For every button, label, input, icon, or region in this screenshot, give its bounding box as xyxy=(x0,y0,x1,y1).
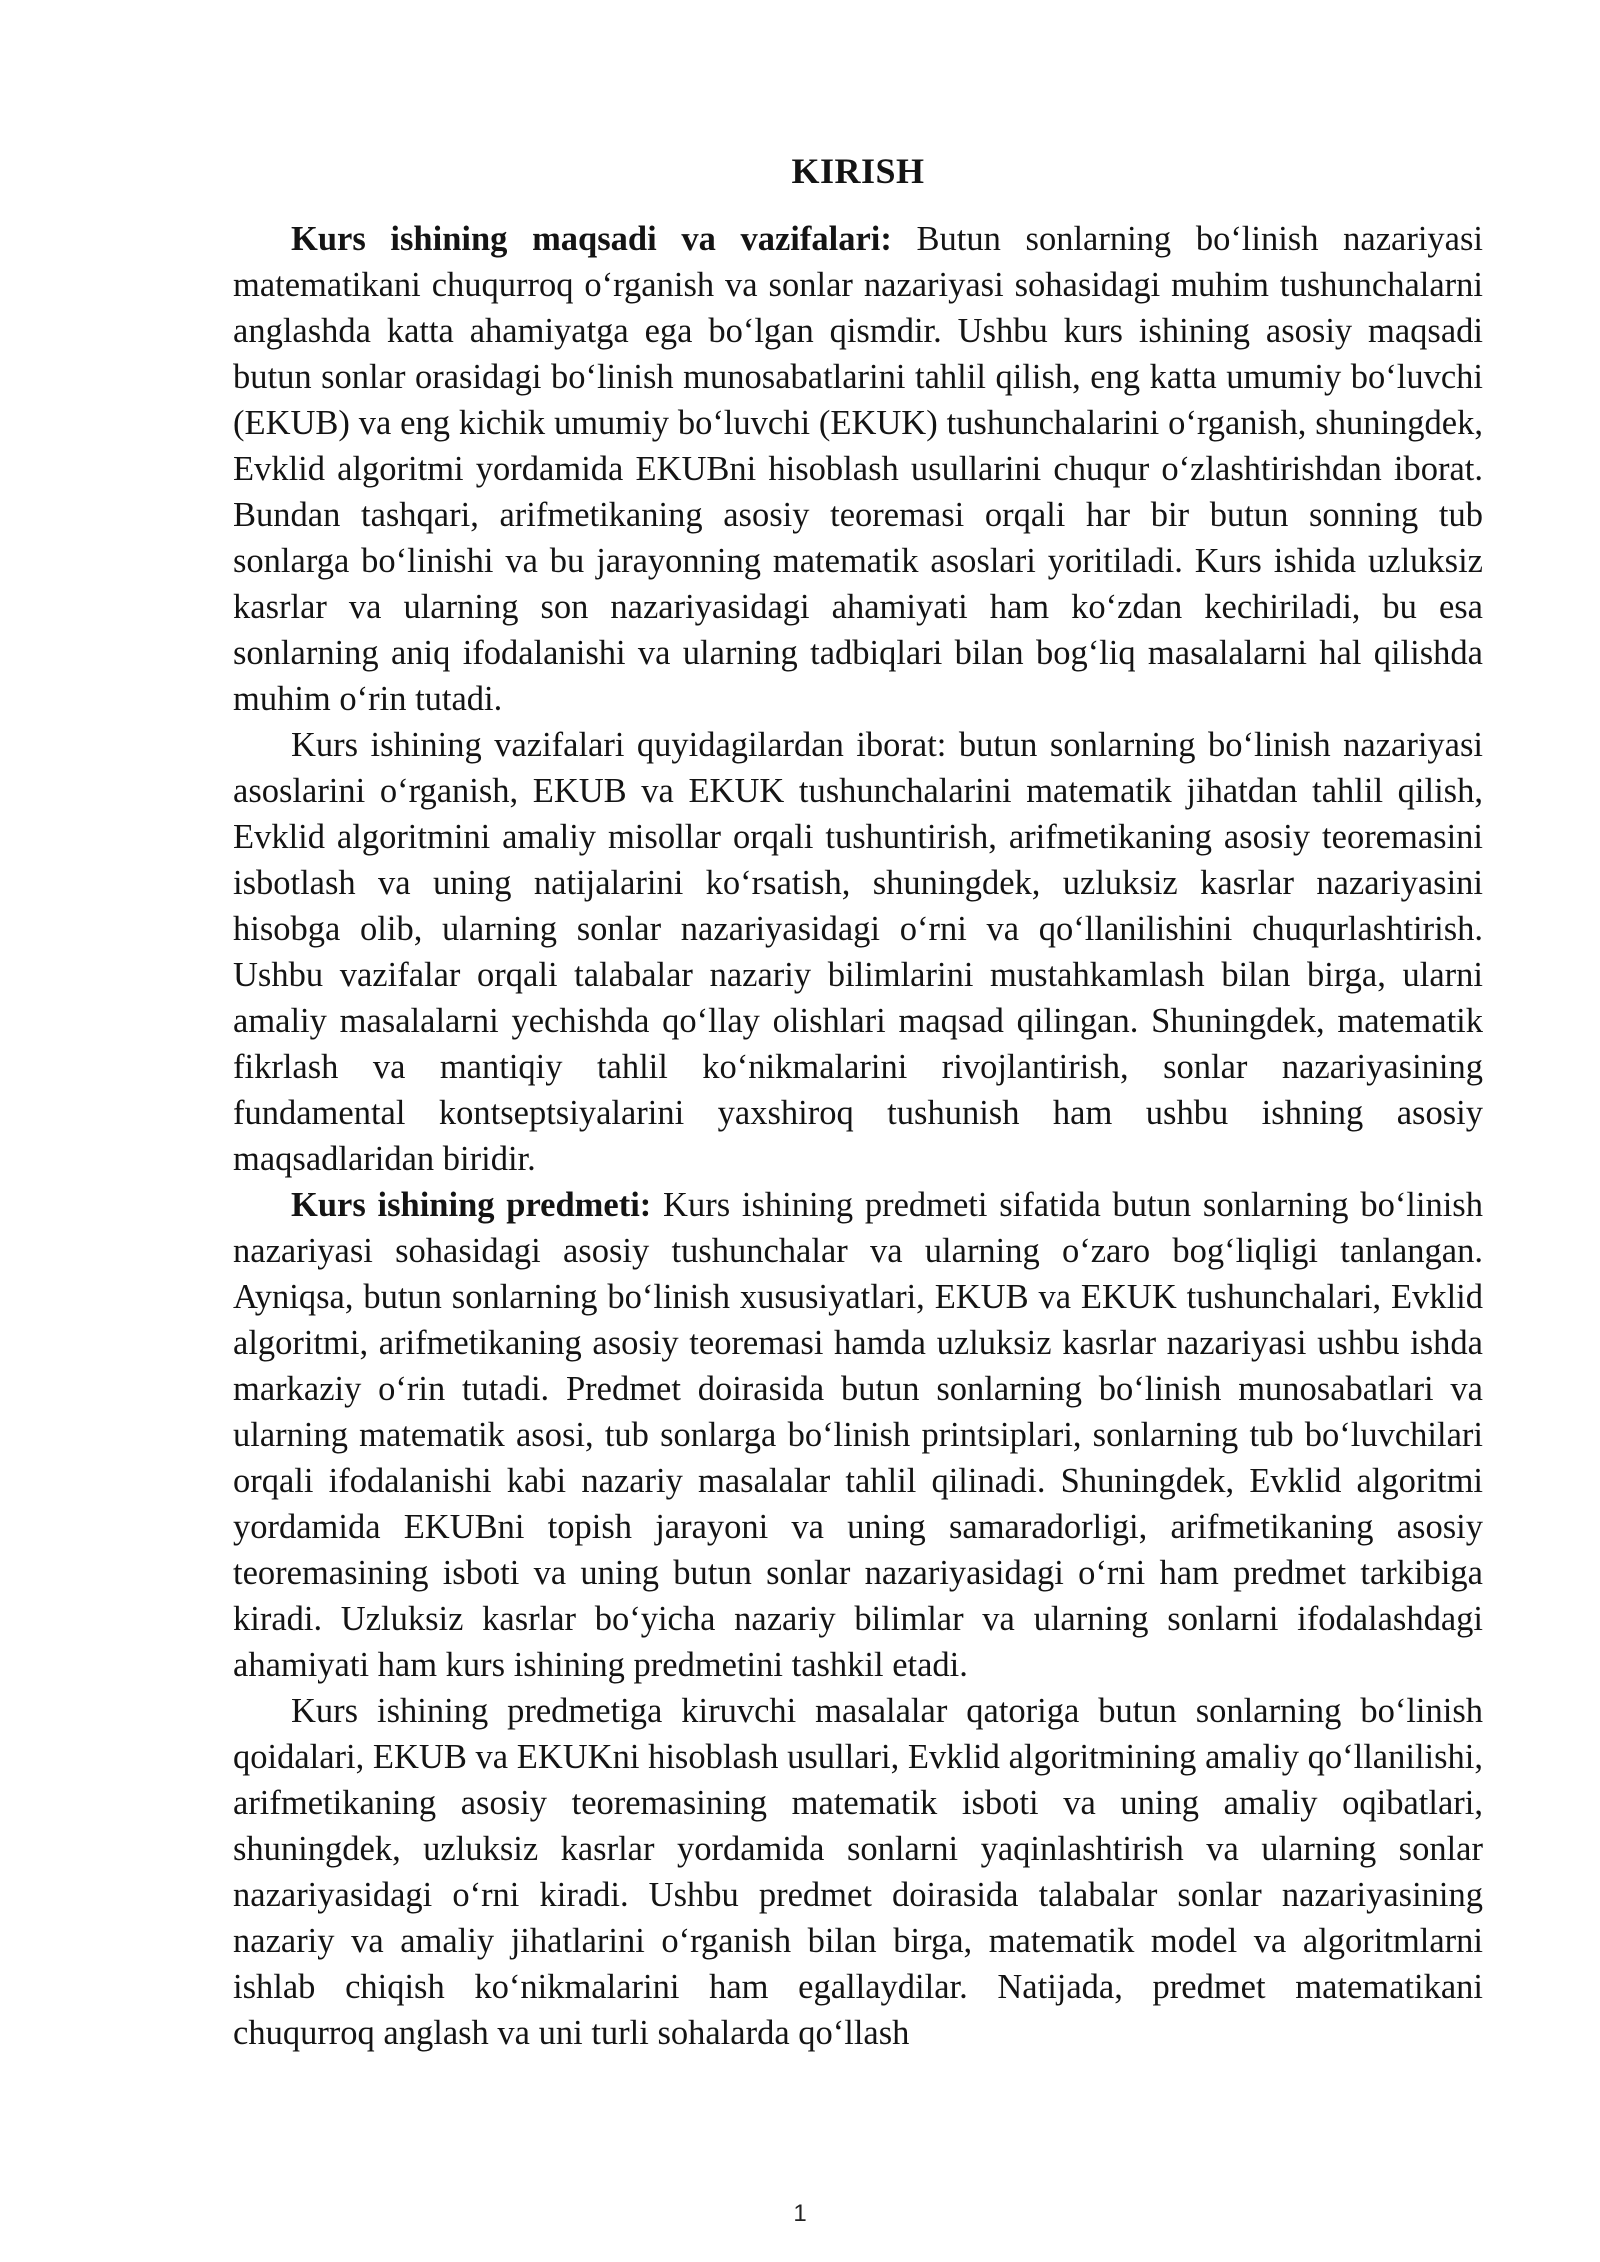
section-title: KIRISH xyxy=(791,151,925,191)
paragraph-subject-text: Kurs ishining predmeti sifatida butun sonlarning bo‘linish nazariyasi sohasidagi asosiy tushunchalar va ularning o‘zaro bog‘liqligi tanlangan. Ayniqsa, butun sonlarning bo‘linish xususiyatlari, EKUB va EKUK tushunchalari, Evklid algoritmi, arifmetikaning asosiy teoremasi hamda uzluksiz kasrlar nazariyasi ushbu ishda markaziy o‘rin tutadi. Predmet doirasida butun sonlarning bo‘linish munosabatlari va ularning matematik asosi, tub sonlarga bo‘linish printsiplari, sonlarning tub bo‘luvchilari orqali ifodalanishi kabi nazariy masalalar tahlil qilinadi. Shuningdek, Evklid algoritmi yordamida EKUBni topish jarayoni va uning samaradorligi, arifmetikaning asosiy teoremasining isboti va uning butun sonlar nazariyasidagi o‘rni ham predmet tarkibiga kiradi. Uzluksiz kasrlar bo‘yicha nazariy bilimlar va ularning sonlarni ifodalashdagi ahamiyati ham kurs ishining predmetini tashkil etadi. xyxy=(233,1186,1483,1684)
paragraph-subject-lead: Kurs ishining predmeti: xyxy=(291,1186,652,1224)
paragraph-goals-lead: Kurs ishining maqsadi va vazifalari: xyxy=(291,220,892,258)
paragraph-tasks-text: Kurs ishining vazifalari quyidagilardan iborat: butun sonlarning bo‘linish nazariyasi asoslarini o‘rganish, EKUB va EKUK tushunchalarini matematik jihatdan tahlil qilish, Evklid algoritmini amaliy misollar orqali tushuntirish, arifmetikaning asosiy teoremasini isbotlash va uning natijalarini ko‘rsatish, shuningdek, uzluksiz kasrlar nazariyasini hisobga olib, ularning sonlar nazariyasidagi o‘rni va qo‘llanilishini chuqurlashtirish. Ushbu vazifalar orqali talabalar nazariy bilimlarini mustahkamlash bilan birga, ularni amaliy masalalarni yechishda qo‘llay olishlari maqsad qilingan. Shuningdek, matematik fikrlash va mantiqiy tahlil ko‘nikmalarini rivojlantirish, sonlar nazariyasining fundamental kontseptsiyalarini yaxshiroq tushunish ham ushbu ishning asosiy maqsadlaridan biridir. xyxy=(233,726,1483,1178)
page-number: 1 xyxy=(793,2200,807,2227)
paragraph-subject xyxy=(233,1182,1483,1688)
paragraph-subject-scope-text: Kurs ishining predmetiga kiruvchi masalalar qatoriga butun sonlarning bo‘linish qoidalari, EKUB va EKUKni hisoblash usullari, Evklid algoritmining amaliy qo‘llanilishi, arifmetikaning asosiy teoremasining matematik isboti va uning amaliy oqibatlari, shuningdek, uzluksiz kasrlar yordamida sonlarni yaqinlashtirish va ularning sonlar nazariyasidagi o‘rni kiradi. Ushbu predmet doirasida talabalar sonlar nazariyasining nazariy va amaliy jihatlarini o‘rganish bilan birga, matematik model va algoritmlarni ishlab chiqish ko‘nikmalarini ham egallaydilar. Natijada, predmet matematikani chuqurroq anglash va uni turli sohalarda qo‘llash xyxy=(233,1692,1483,2052)
paragraph-tasks xyxy=(233,722,1483,1182)
paragraph-subject-scope xyxy=(233,1688,1483,2056)
page-content xyxy=(233,148,1483,2056)
paragraph-goals-text: Butun sonlarning bo‘linish nazariyasi matematikani chuqurroq o‘rganish va sonlar nazariyasi sohasidagi muhim tushunchalarni anglashda katta ahamiyatga ega bo‘lgan qismdir. Ushbu kurs ishining asosiy maqsadi butun sonlar orasidagi bo‘linish munosabatlarini tahlil qilish, eng katta umumiy bo‘luvchi (EKUB) va eng kichik umumiy bo‘luvchi (EKUK) tushunchalarini o‘rganish, shuningdek, Evklid algoritmi yordamida EKUBni hisoblash usullarini chuqur o‘zlashtirishdan iborat. Bundan tashqari, arifmetikaning asosiy teoremasi orqali har bir butun sonning tub sonlarga bo‘linishi va bu jarayonning matematik asoslari yoritiladi. Kurs ishida uzluksiz kasrlar va ularning son nazariyasidagi ahamiyati ham ko‘zdan kechiriladi, bu esa sonlarning aniq ifodalanishi va ularning tadbiqlari bilan bog‘liq masalalarni hal qilishda muhim o‘rin tutadi. xyxy=(233,220,1483,718)
paragraph-goals xyxy=(233,216,1483,722)
